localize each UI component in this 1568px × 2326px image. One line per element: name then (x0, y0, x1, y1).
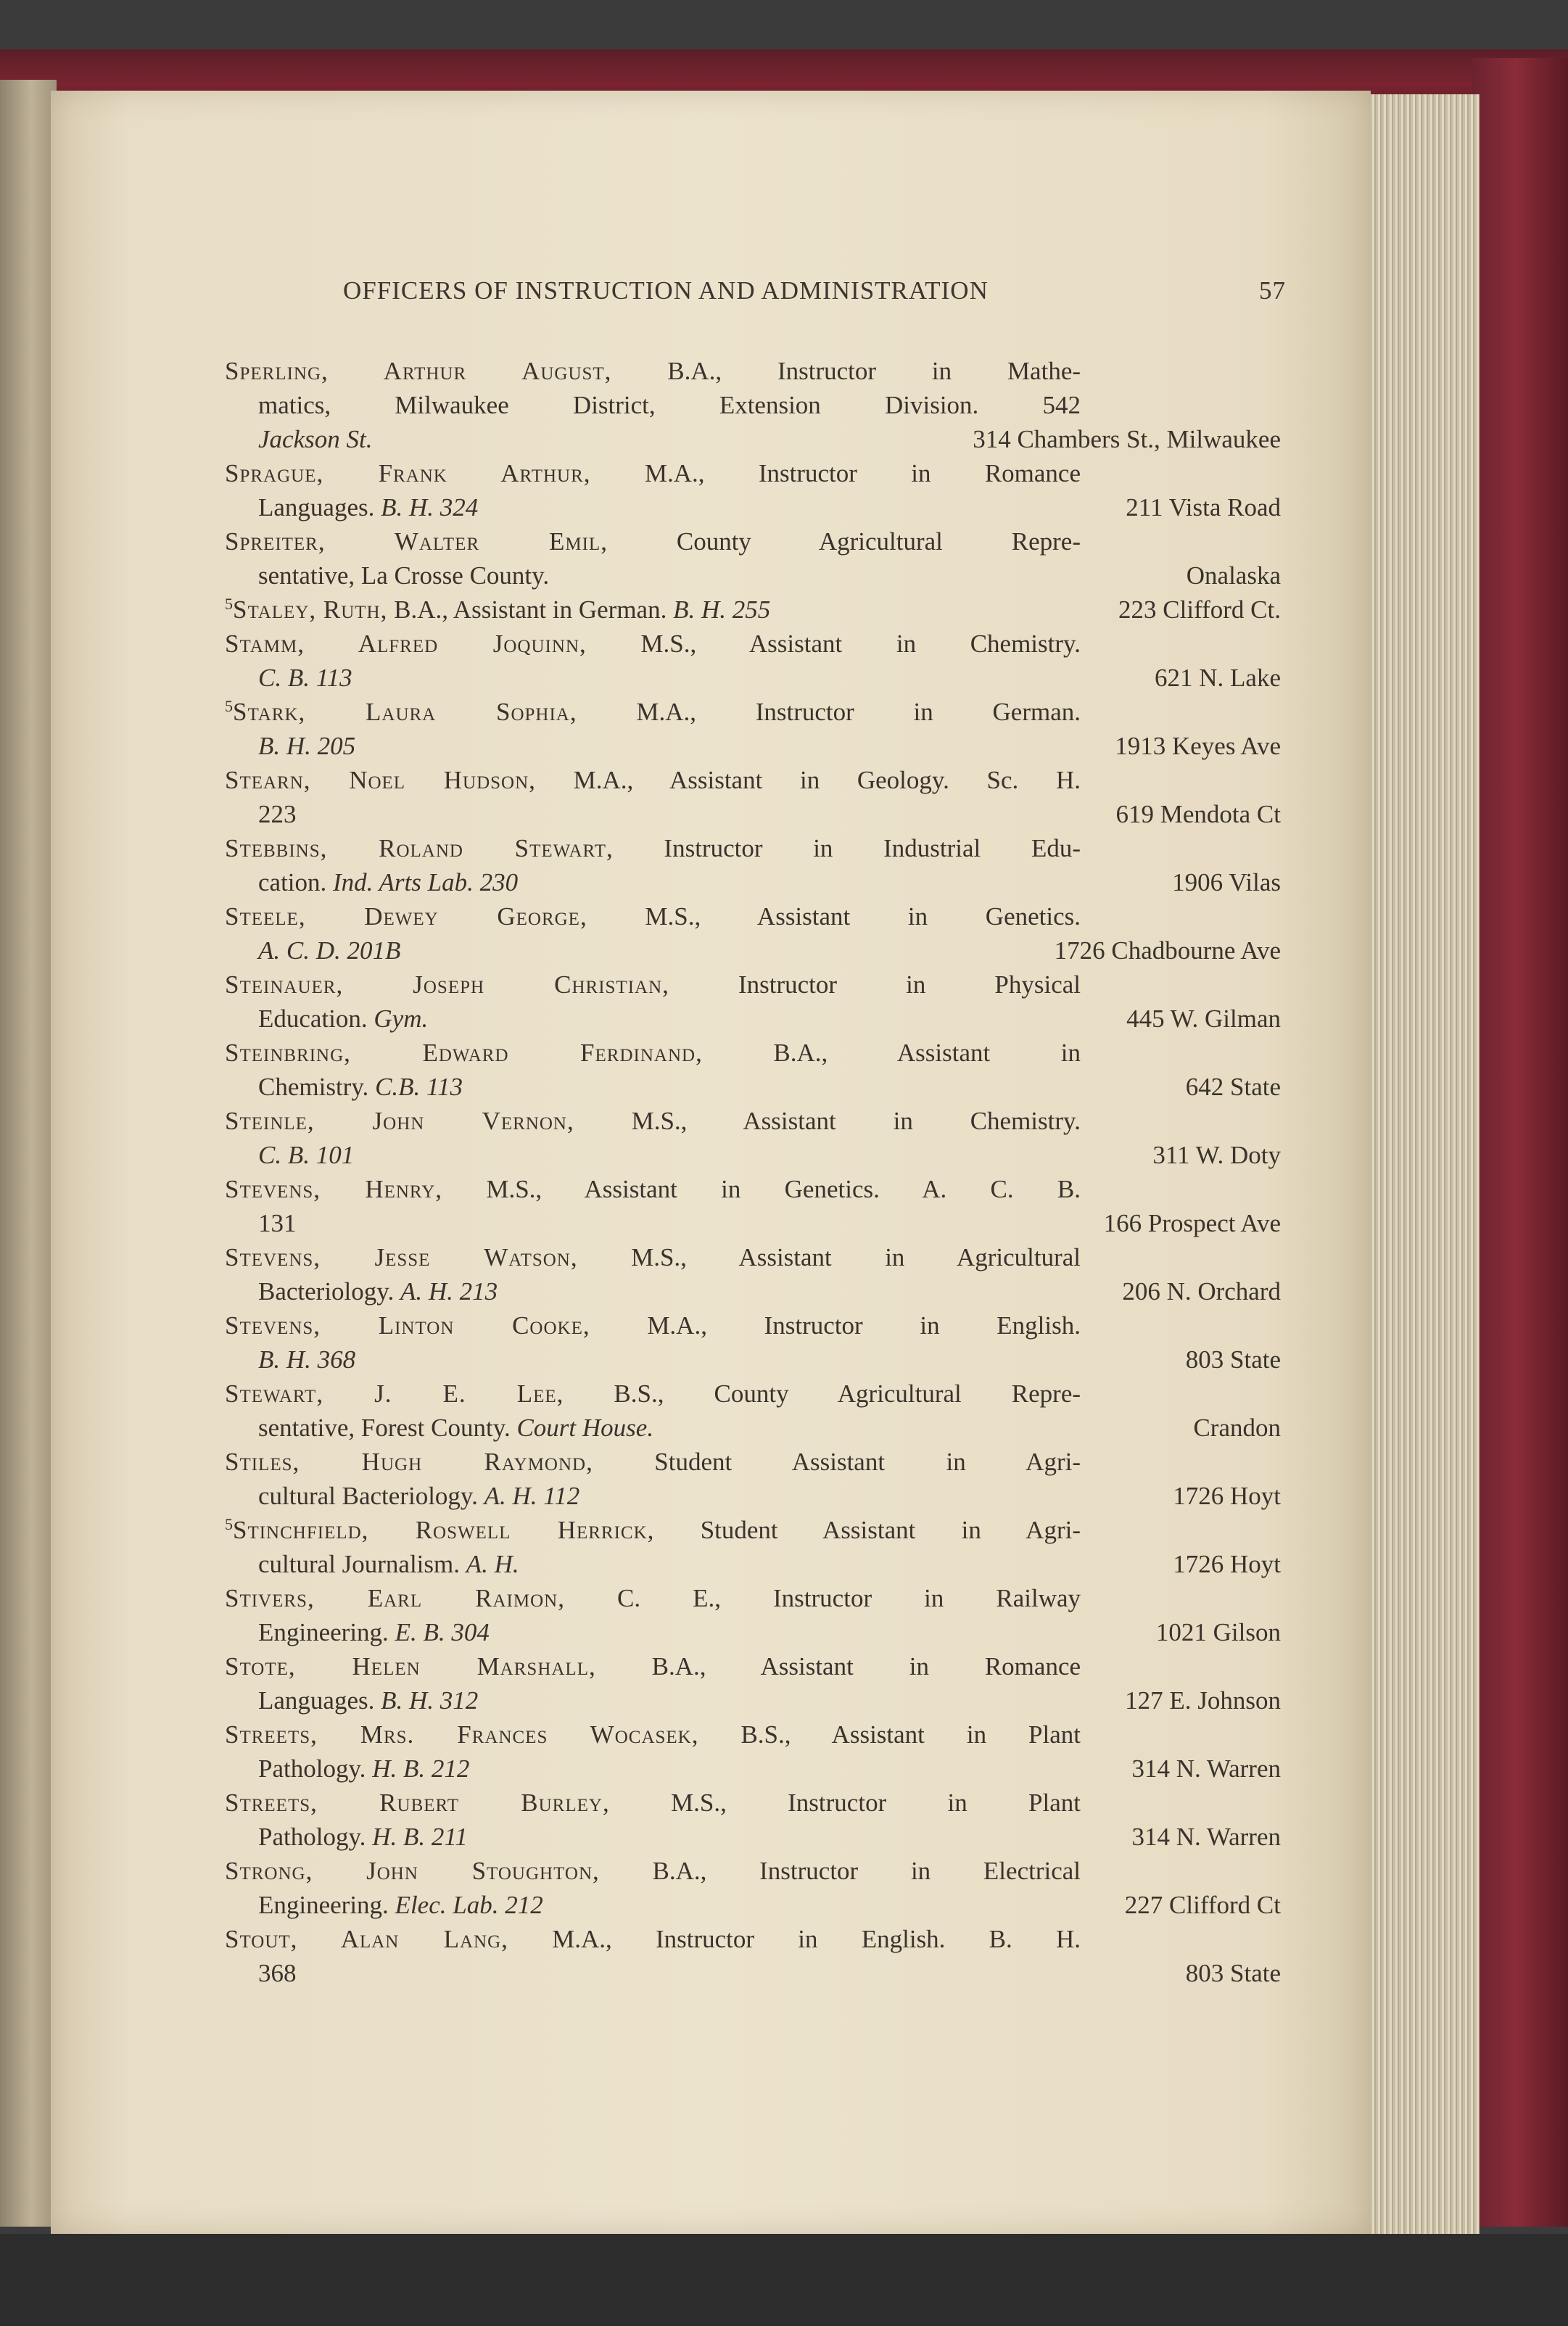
directory-entries (225, 354, 1291, 1990)
entry-last-line (225, 1070, 1281, 1104)
entry-text: M.A., Instructor in German. (636, 698, 1081, 726)
home-address: 1021 Gilson (1155, 1618, 1281, 1646)
entry-name: Stark, Laura Sophia, (233, 698, 577, 726)
entry-text: Engineering. (258, 1618, 389, 1646)
home-address: 311 W. Doty (1152, 1141, 1281, 1169)
entry-first-line (225, 1513, 1081, 1547)
left-page-edge (0, 80, 57, 2227)
office-location: C. B. 101 (258, 1141, 355, 1169)
office-location: H. B. 212 (372, 1754, 470, 1783)
entry-last-line (225, 1547, 1281, 1581)
entry-text: B.S., County Agricultural Repre- (614, 1379, 1081, 1408)
entry-text: sentative, La Crosse County. (258, 561, 550, 590)
entry-text: Pathology. (258, 1754, 366, 1783)
directory-entry (225, 1172, 1291, 1240)
home-address: 314 N. Warren (1131, 1754, 1281, 1783)
entry-last-line (225, 1411, 1281, 1445)
footnote-marker: 5 (225, 1515, 233, 1533)
office-location: A. H. (466, 1550, 519, 1578)
entry-first-line (225, 1104, 1081, 1138)
directory-entry (225, 1513, 1291, 1581)
entry-text: M.S., Instructor in Plant (671, 1789, 1081, 1817)
directory-entry (225, 695, 1291, 763)
home-address: 223 Clifford Ct. (1118, 595, 1281, 624)
directory-entry (225, 456, 1291, 524)
entry-text: M.A., Assistant in Geology. Sc. H. (573, 766, 1081, 794)
entry-name: Steinle, John Vernon, (225, 1107, 574, 1135)
directory-entry (225, 1377, 1291, 1445)
table-surface (0, 2234, 1568, 2326)
entry-text: C. E., Instructor in Railway (617, 1584, 1081, 1612)
entry-text: B.A., Assistant in German. (394, 595, 667, 624)
office-location: B. H. 255 (673, 595, 771, 624)
entry-last-line (225, 558, 1281, 593)
entry-last-line (225, 1343, 1281, 1377)
entry-name: Strong, John Stoughton, (225, 1857, 600, 1885)
home-address: Crandon (1193, 1414, 1281, 1442)
entry-first-line (225, 1649, 1081, 1683)
directory-entry (225, 968, 1291, 1036)
entry-name: Stout, Alan Lang, (225, 1925, 508, 1953)
directory-entry (225, 1308, 1291, 1377)
entry-first-line (225, 1922, 1081, 1956)
home-address: 621 N. Lake (1155, 664, 1281, 692)
entry-text: cultural Journalism. (258, 1550, 461, 1578)
entry-first-line (225, 354, 1081, 388)
home-address: 1726 Chadbourne Ave (1054, 936, 1281, 965)
entry-text: Languages. (258, 493, 375, 521)
entry-text: 223 (258, 800, 297, 828)
entry-name: Stinchfield, Roswell Herrick, (233, 1516, 655, 1544)
office-location: A. H. 213 (400, 1277, 498, 1306)
home-address: 1726 Hoyt (1173, 1482, 1281, 1510)
entry-text: M.A., Instructor in English. (647, 1311, 1081, 1340)
directory-entry (225, 1649, 1291, 1717)
footnote-marker: 5 (225, 595, 233, 613)
entry-text: Instructor in Physical (738, 970, 1081, 999)
entry-name: Stearn, Noel Hudson, (225, 766, 536, 794)
running-head (343, 276, 1286, 305)
home-address: 619 Mendota Ct (1115, 800, 1281, 828)
entry-first-line (225, 1308, 1081, 1343)
entry-text: M.S., Assistant in Genetics. A. C. B. (486, 1175, 1081, 1203)
entry-text: matics, Milwaukee District, Extension Division. 542 (258, 391, 1081, 419)
entry-text: sentative, Forest County. (258, 1414, 511, 1442)
directory-entry (225, 1581, 1291, 1649)
entry-text: Engineering. (258, 1891, 389, 1919)
directory-entry (225, 1445, 1291, 1513)
entry-name: Stote, Helen Marshall, (225, 1652, 596, 1680)
entry-last-line (225, 1138, 1281, 1172)
entry-text: Languages. (258, 1686, 375, 1715)
directory-entry (225, 354, 1291, 456)
page-number: 57 (1259, 276, 1286, 305)
directory-entry (225, 1922, 1291, 1990)
entry-text: Pathology. (258, 1823, 366, 1851)
office-location: Ind. Arts Lab. 230 (333, 868, 519, 896)
entry-text: Bacteriology. (258, 1277, 395, 1306)
entry-first-line (225, 899, 1081, 933)
book-cover-spine (1472, 58, 1568, 2227)
entry-first-line (225, 1445, 1081, 1479)
office-location: A. H. 112 (484, 1482, 580, 1510)
directory-entry (225, 1717, 1291, 1786)
entry-last-line (225, 1002, 1281, 1036)
entry-text: Student Assistant in Agri- (700, 1516, 1081, 1544)
entry-continuation-line (225, 388, 1081, 422)
entry-last-line (225, 1683, 1281, 1717)
office-location: Jackson St. (258, 425, 373, 453)
entry-name: Stevens, Jesse Watson, (225, 1243, 578, 1271)
entry-first-line (225, 1786, 1081, 1820)
home-address: 642 State (1185, 1073, 1281, 1101)
home-address: 314 Chambers St., Milwaukee (973, 425, 1281, 453)
office-location: H. B. 211 (372, 1823, 468, 1851)
entry-text: M.S., Assistant in Agricultural (631, 1243, 1081, 1271)
directory-entry (225, 763, 1291, 831)
home-address: 227 Clifford Ct (1124, 1891, 1281, 1919)
office-location: Court House. (516, 1414, 654, 1442)
directory-entry (225, 899, 1291, 968)
entry-name: Stebbins, Roland Stewart, (225, 834, 614, 862)
entry-name: Stevens, Linton Cooke, (225, 1311, 590, 1340)
entry-name: Sprague, Frank Arthur, (225, 459, 591, 487)
entry-last-line (225, 1206, 1281, 1240)
entry-name: Stewart, J. E. Lee, (225, 1379, 564, 1408)
entry-name: Streets, Rubert Burley, (225, 1789, 610, 1817)
home-address: Onalaska (1186, 561, 1281, 590)
home-address: 166 Prospect Ave (1103, 1209, 1281, 1237)
office-location: B. H. 324 (381, 493, 479, 521)
entry-name: Steele, Dewey George, (225, 902, 587, 931)
entry-last-line (225, 1752, 1281, 1786)
entry-first-line (225, 968, 1081, 1002)
entry-name: Stivers, Earl Raimon, (225, 1584, 565, 1612)
entry-name: Stevens, Henry, (225, 1175, 443, 1203)
entry-name: Spreiter, Walter Emil, (225, 527, 608, 556)
entry-text: B.A., Instructor in Electrical (652, 1857, 1081, 1885)
office-location: E. B. 304 (395, 1618, 490, 1646)
entry-first-line (225, 1172, 1081, 1206)
entry-last-line (225, 1888, 1281, 1922)
entry-first-line (225, 593, 1281, 627)
directory-entry (225, 1104, 1291, 1172)
entry-text: M.S., Assistant in Genetics. (645, 902, 1081, 931)
home-address: 1726 Hoyt (1173, 1550, 1281, 1578)
entry-text: 131 (258, 1209, 297, 1237)
directory-entry (225, 627, 1291, 695)
entry-text: M.A., Instructor in English. B. H. (552, 1925, 1081, 1953)
entry-name: Steinauer, Joseph Christian, (225, 970, 669, 999)
entry-last-line (225, 865, 1281, 899)
entry-last-line (225, 933, 1281, 968)
entry-last-line (225, 729, 1281, 763)
entry-last-line (225, 490, 1281, 524)
directory-entry (225, 1240, 1291, 1308)
directory-entry (225, 1854, 1291, 1922)
entry-first-line (225, 1240, 1081, 1274)
directory-entry (225, 1786, 1291, 1854)
home-address: 803 State (1185, 1345, 1281, 1374)
home-address: 314 N. Warren (1131, 1823, 1281, 1851)
office-location: B. H. 312 (381, 1686, 479, 1715)
directory-entry (225, 593, 1291, 627)
entry-last-line (225, 1956, 1281, 1990)
running-head-title: OFFICERS OF INSTRUCTION AND ADMINISTRATION (343, 276, 989, 305)
entry-first-line (225, 1717, 1081, 1752)
entry-first-line (225, 456, 1081, 490)
entry-first-line (225, 763, 1081, 797)
office-location: B. H. 205 (258, 732, 356, 760)
entry-text: B.A., Assistant in Romance (651, 1652, 1081, 1680)
entry-text: Chemistry. (258, 1073, 369, 1101)
office-location: Elec. Lab. 212 (395, 1891, 543, 1919)
directory-entry (225, 1036, 1291, 1104)
footnote-marker: 5 (225, 697, 233, 715)
entry-text: M.S., Assistant in Chemistry. (640, 630, 1081, 658)
entry-text: cation. (258, 868, 327, 896)
home-address: 1913 Keyes Ave (1115, 732, 1281, 760)
entry-name: Streets, Mrs. Frances Wocasek, (225, 1720, 699, 1749)
office-location: C.B. 113 (375, 1073, 463, 1101)
office-location: Gym. (374, 1005, 429, 1033)
home-address: 803 State (1185, 1959, 1281, 1987)
entry-last-line (225, 1274, 1281, 1308)
entry-first-line (225, 1377, 1081, 1411)
entry-text: County Agricultural Repre- (676, 527, 1081, 556)
office-location: A. C. D. 201B (258, 936, 401, 965)
entry-text: Student Assistant in Agri- (654, 1448, 1081, 1476)
entry-text: Instructor in Industrial Edu- (664, 834, 1081, 862)
directory-entry (225, 831, 1291, 899)
directory-entry (225, 524, 1291, 593)
entry-first-line (225, 831, 1081, 865)
entry-last-line (225, 1615, 1281, 1649)
home-address: 1906 Vilas (1172, 868, 1281, 896)
entry-text: cultural Bacteriology. (258, 1482, 478, 1510)
entry-text: M.S., Assistant in Chemistry. (631, 1107, 1081, 1135)
entry-name: Stamm, Alfred Joquinn, (225, 630, 587, 658)
entry-name: Stiles, Hugh Raymond, (225, 1448, 593, 1476)
entry-first-line (225, 627, 1081, 661)
entry-name: Staley, Ruth, (233, 595, 388, 624)
home-address: 127 E. Johnson (1125, 1686, 1281, 1715)
entry-first-line (225, 695, 1081, 729)
entry-text: B.S., Assistant in Plant (740, 1720, 1081, 1749)
office-location: C. B. 113 (258, 664, 352, 692)
entry-first-line (225, 1854, 1081, 1888)
entry-text: M.A., Instructor in Romance (644, 459, 1081, 487)
entry-name: Steinbring, Edward Ferdinand, (225, 1039, 703, 1067)
entry-first-line (225, 1036, 1081, 1070)
office-location: B. H. 368 (258, 1345, 356, 1374)
entry-name: Sperling, Arthur August, (225, 357, 612, 385)
entry-last-line (225, 661, 1281, 695)
home-address: 445 W. Gilman (1126, 1005, 1281, 1033)
home-address: 206 N. Orchard (1122, 1277, 1281, 1306)
entry-last-line (225, 422, 1281, 456)
entry-text: B.A., Instructor in Mathe- (667, 357, 1081, 385)
page-block-edges (1353, 94, 1480, 2241)
entry-text: Education. (258, 1005, 368, 1033)
entry-last-line (225, 1479, 1281, 1513)
entry-first-line (225, 524, 1081, 558)
home-address: 211 Vista Road (1126, 493, 1281, 521)
entry-text: 368 (258, 1959, 297, 1987)
entry-last-line (225, 797, 1281, 831)
entry-first-line (225, 1581, 1081, 1615)
entry-last-line (225, 1820, 1281, 1854)
entry-text: B.A., Assistant in (773, 1039, 1081, 1067)
